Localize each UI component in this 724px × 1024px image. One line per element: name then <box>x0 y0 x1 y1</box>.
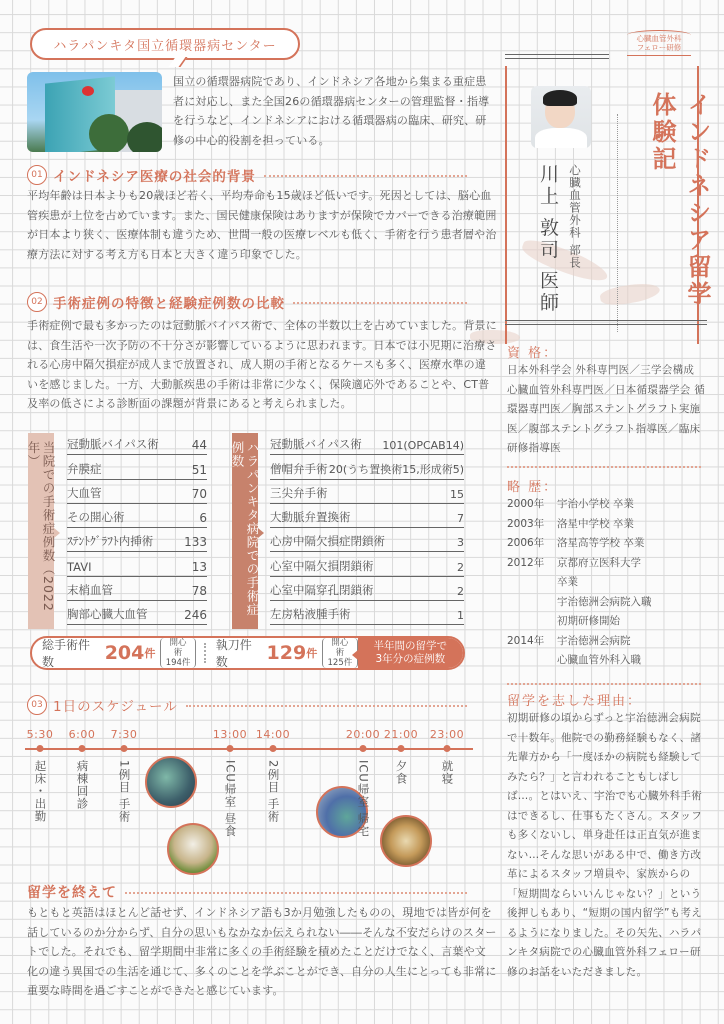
section-number: 02 <box>27 292 47 312</box>
procedure-count: 101(OPCAB14) <box>382 439 464 453</box>
career-row <box>507 573 707 593</box>
dotted-divider <box>293 302 467 304</box>
career-row <box>507 632 707 652</box>
procedure-name: ｽﾃﾝﾄｸﾞﾗﾌﾄ内挿術 <box>67 534 154 549</box>
schedule-event: 起床・出勤 <box>33 760 48 823</box>
surgery-photo <box>145 756 197 808</box>
timeline-dot <box>227 745 234 752</box>
procedure-count: 6 <box>199 511 207 526</box>
vertical-rule-left <box>505 66 507 344</box>
career-year <box>507 612 557 632</box>
career-year: 2012年 <box>507 556 545 569</box>
table-row <box>67 480 207 504</box>
section-title: インドネシア医療の社会的背景 <box>53 169 256 185</box>
section-2-header <box>27 292 467 312</box>
reason-text: 初期研修の頃からずっと宇治徳洲会病院で十数年。他院での勤務経験もなく、諸先輩方から「一度ほかの病院も経験してみたら？」と言われることもしばしば…。とはいえ、宇治でも心臓外科手術はできるし、仕事もたくさん。スタッフも多くないし、単身赴任は正直気が進まない…そんな思いがある中で、働き方改革によるスタッフ増員や、家族からの「短期間ならいいんじゃない？」という後押しもあり、“短期の国内留学”も考えるようになりました。その矢先、ハラパンキタ病院での心臓血管外科フェロー研修のお話をいただきました。 <box>507 712 703 978</box>
table-row <box>67 577 207 601</box>
double-rule-top <box>505 54 609 59</box>
table-row <box>67 431 207 455</box>
procedure-count: 133 <box>184 535 207 550</box>
career-text: 京都府立医科大学 <box>557 556 641 569</box>
total-unit: 件 <box>144 647 156 660</box>
timeline-dot <box>121 745 128 752</box>
career-row <box>507 495 707 515</box>
procedure-name: 大血管 <box>67 485 102 500</box>
schedule-event: 夕食 <box>394 760 409 785</box>
section-number: 01 <box>27 165 47 185</box>
lunch-photo <box>167 823 219 875</box>
table-row <box>67 601 207 625</box>
totals-callout <box>358 638 463 668</box>
procedure-name: 冠動脈バイパス術 <box>67 437 159 452</box>
own-cases-table <box>67 431 207 625</box>
schedule-time: 23:00 <box>429 728 465 741</box>
totals-bar <box>30 636 465 670</box>
career-row <box>507 534 707 554</box>
career-text: 宇治徳洲会病院入職 <box>557 595 652 608</box>
schedule-event: ICU帰室 帰宅 <box>356 760 371 838</box>
qualifications-text: 日本外科学会 外科専門医／三学会構成 心臓血管外科専門医／日本循環器学会 循環器専門医／胸部ステントグラフト実施医／腹部ステントグラフト指導医／臨床研修指導医 <box>507 364 706 454</box>
doctor-photo <box>531 86 591 148</box>
total-value: 204 <box>104 642 145 664</box>
career-text: 卒業 <box>557 576 578 588</box>
career <box>507 476 707 671</box>
fellowship-tag <box>627 30 691 56</box>
section-title: 手術症例の特徴と経験症例数の比較 <box>53 296 285 312</box>
doctor-role: 心臓血管外科 部長 <box>568 164 582 269</box>
section-1-header <box>27 165 467 185</box>
schedule-event: 就寝 <box>440 760 455 785</box>
procedure-count: 246 <box>184 608 207 623</box>
dotted-divider <box>125 892 467 894</box>
career-list <box>507 495 707 671</box>
procedure-count: 51 <box>191 462 207 477</box>
table-row <box>270 552 464 576</box>
career-row <box>507 515 707 535</box>
schedule-time: 6:00 <box>68 728 96 741</box>
career-text: 洛星高等学校 卒業 <box>557 537 645 549</box>
schedule-event: ICU帰室 昼食 <box>223 760 238 838</box>
table-row <box>67 552 207 576</box>
table-row <box>270 431 464 455</box>
table-row <box>270 480 464 504</box>
career-year: 2000年 <box>507 498 545 510</box>
procedure-name: 左房粘液腫手術 <box>270 607 351 622</box>
timeline-dot <box>444 745 451 752</box>
procedure-name: その開心術 <box>67 510 125 525</box>
career-year: 2006年 <box>507 537 545 549</box>
procedure-name: 三尖弁手術 <box>270 485 328 500</box>
table-row <box>67 455 207 479</box>
career-text: 洛星中学校 卒業 <box>557 517 634 530</box>
schedule-time: 5:30 <box>26 728 54 741</box>
dinner-photo <box>380 815 432 867</box>
operator-sub-value: 125件 <box>327 658 353 668</box>
schedule-time: 13:00 <box>212 728 248 741</box>
hospital-description: 国立の循環器病院であり、インドネシア各地から集まる重症患者に対応し、また全国26の循環器病センターの管理監督・指導を行うなど、インドネシアにおける循環器病の臨床、研究、研修の中心的役割を担っている。 <box>173 75 490 147</box>
dotted-divider <box>507 683 701 685</box>
table-row <box>270 528 464 552</box>
section-title: 留学を終えて <box>27 885 117 901</box>
procedure-name: 僧帽弁手術 <box>270 461 328 476</box>
dotted-divider <box>186 705 467 707</box>
hk-cases-label: ハラパンキタ病院での手術症例数 <box>232 433 258 629</box>
schedule-timeline <box>25 728 475 878</box>
section-2-text: 手術症例で最も多かったのは冠動脈バイパス術で、全体の半数以上を占めていました。背景には、食生活や一次予防の不十分さが影響しているように思われます。日本では小児期に治療される心房中隔欠損症が成人まで放置され、成人期の手術となるケースも多く、医療水準の違いを感じました。一方、大動脈疾患の手術は非常に少なく、保険適応外であることや、CT普及率の低さによる診断面の課題が背景にあると考えられました。 <box>27 319 497 411</box>
table-row <box>270 455 464 479</box>
table-row <box>270 504 464 528</box>
career-row <box>507 554 707 574</box>
career-row <box>507 612 707 632</box>
career-year <box>507 593 557 613</box>
procedure-count: 13 <box>191 559 207 574</box>
hospital-photo <box>27 72 162 152</box>
reason <box>507 690 707 982</box>
procedure-name: 心室中隔穿孔閉鎖術 <box>270 583 374 598</box>
procedure-count: 3 <box>457 536 464 550</box>
procedure-count: 70 <box>191 486 207 501</box>
schedule-time: 21:00 <box>383 728 419 741</box>
hospital-name-bubble <box>30 28 300 60</box>
callout-line-2: 3年分の症例数 <box>375 653 446 665</box>
career-year <box>507 573 557 593</box>
timeline-dot <box>79 745 86 752</box>
table-row <box>67 528 207 552</box>
career-text: 宇治小学校 卒業 <box>557 498 634 510</box>
procedure-count: 44 <box>191 438 207 453</box>
operator-value: 129 <box>266 642 307 664</box>
table-row <box>67 504 207 528</box>
reason-heading: 留学を志した理由： <box>507 694 643 709</box>
doctor-name: 川上 敦司 医師 <box>537 164 559 315</box>
procedure-count: 1 <box>457 609 464 623</box>
schedule-event: 1例目 手術 <box>117 760 132 823</box>
hk-cases-table <box>270 431 464 625</box>
procedure-name: 弁膜症 <box>67 461 102 476</box>
timeline-dot <box>270 745 277 752</box>
procedure-name: TAVI <box>67 559 92 574</box>
career-row <box>507 593 707 613</box>
section-3-header <box>27 695 467 715</box>
section-4-header <box>27 882 467 902</box>
section-title: 1日のスケジュール <box>53 699 178 715</box>
qualifications <box>507 342 707 459</box>
table-row <box>270 601 464 625</box>
operator-label: 執刀件数 <box>215 638 252 669</box>
timeline-dot <box>37 745 44 752</box>
table-row <box>270 577 464 601</box>
career-text: 宇治徳洲会病院 <box>557 634 631 647</box>
procedure-name: 心室中隔欠損閉鎖術 <box>270 558 374 573</box>
double-rule-bottom <box>505 320 707 325</box>
procedure-count: 2 <box>457 585 464 599</box>
total-label: 総手術件数 <box>42 638 91 669</box>
career-year: 2014年 <box>507 634 545 647</box>
hospital-name: ハラパンキタ国立循環器病センター <box>53 38 277 54</box>
dotted-divider <box>507 466 701 468</box>
procedure-name: 胸部心臓大血管 <box>67 607 148 622</box>
career-year: 2003年 <box>507 517 545 530</box>
career-text: 心臓血管外科入職 <box>557 654 641 666</box>
total-sub-value: 194件 <box>165 658 191 668</box>
section-4-text: もともと英語はほとんど話せず、インドネシア語も3か月勉強したものの、現地では皆が何を話しているのか分からず、自分の思いもなかなか伝えられない――そんな不安だらけのスタートでした。それでも、留学期間中非常に多くの手術経験を積めたことだけでなく、言葉や文化の違う異国での生活を通じて、多くのことを学ぶことができ、自分の人生にとっても非常に重要な時間を過ごすことができたと感じています。 <box>27 906 497 998</box>
tag-line-2: フェロー研修 <box>636 43 682 52</box>
procedure-name: 心房中隔欠損症閉鎖術 <box>270 534 385 549</box>
procedure-count: 7 <box>457 512 464 526</box>
career-row <box>507 651 707 671</box>
total-sub-label: 開心術 <box>169 638 187 658</box>
career-heading: 略 歴： <box>507 480 559 495</box>
own-cases-label: 当院での手術症例数（2022年） <box>28 433 54 629</box>
career-year <box>507 651 557 671</box>
schedule-event: 病棟回診 <box>75 760 90 810</box>
tag-line-1: 心臓血管外科 <box>636 34 682 43</box>
procedure-count: 78 <box>191 584 207 599</box>
callout-line-1: 半年間の留学で <box>373 640 448 652</box>
timeline-line <box>25 748 473 750</box>
operator-unit: 件 <box>306 647 318 660</box>
dotted-separator <box>204 643 206 663</box>
qualifications-heading: 資 格： <box>507 346 559 361</box>
procedure-count: 20(うち置換術15,形成術5) <box>328 462 464 476</box>
schedule-time: 20:00 <box>345 728 381 741</box>
schedule-time: 14:00 <box>255 728 291 741</box>
title-box <box>505 28 711 330</box>
schedule-event: 2例目 手術 <box>266 760 281 823</box>
procedure-count: 15 <box>450 487 464 501</box>
main-title: インドネシア留学体験記 <box>648 92 711 308</box>
procedure-name: 大動脈弁置換術 <box>270 510 351 525</box>
dotted-vertical-divider <box>617 114 618 332</box>
section-number: 03 <box>27 695 47 715</box>
procedure-count: 2 <box>457 560 464 574</box>
procedure-name: 末梢血管 <box>67 583 113 598</box>
dotted-divider <box>264 175 467 177</box>
career-text: 初期研修開始 <box>557 615 620 627</box>
procedure-name: 冠動脈バイパス術 <box>270 437 362 452</box>
section-1-text: 平均年齢は日本よりも20歳ほど若く、平均寿命も15歳ほど低いです。死因としては、脳心血管疾患が上位を占めています。また、国民健康保険はありますが保険でカバーできる治療範囲が日本より狭く、医療体制も違うため、世間一般の医療レベルも低く、手術を行う患者層や治療方法に対する考え方も日本と大きく違う印象でした。 <box>27 189 497 261</box>
operator-sub-label: 開心術 <box>331 638 349 658</box>
total-sub <box>160 638 195 668</box>
timeline-dot <box>360 745 367 752</box>
timeline-dot <box>398 745 405 752</box>
schedule-time: 7:30 <box>110 728 138 741</box>
